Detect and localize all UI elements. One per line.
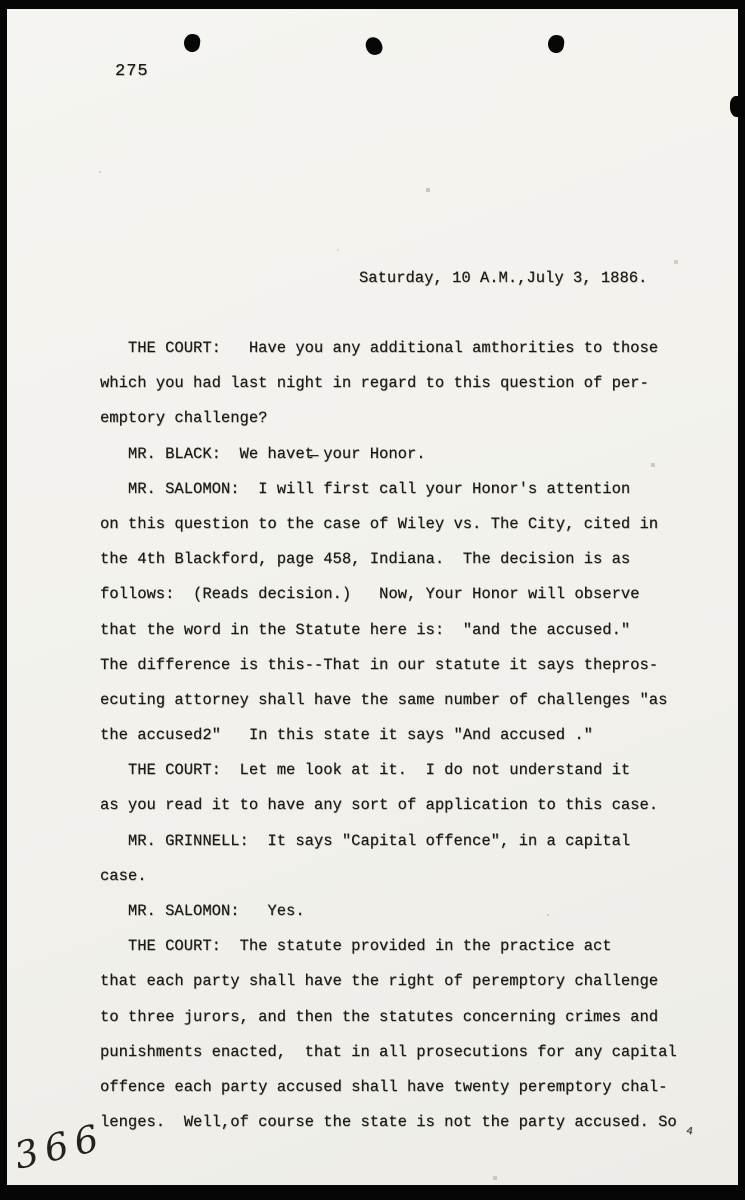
transcript-line: which you had last night in regard to this question of per- (100, 374, 649, 393)
transcript-line: the 4th Blackford, page 458, Indiana. The decision is as (100, 550, 631, 569)
transcript-line: THE COURT: The statute provided in the practice act (100, 937, 612, 956)
transcript-line: offence each party accused shall have twenty peremptory chal- (100, 1077, 668, 1096)
transcript-body (100, 331, 677, 1140)
transcript-line: MR. SALOMON: I will first call your Honor's attention (100, 479, 631, 498)
transcript-line: emptory challenge? (100, 409, 268, 428)
scan-edge-notch (730, 96, 745, 117)
transcript-line: case. (100, 866, 147, 885)
paper-specks (7, 9, 9, 11)
transcript-line: as you read it to have any sort of application to this case. (100, 796, 659, 815)
transcript-line: THE COURT: Have you any additional amthorities to those (100, 339, 659, 357)
transcript-line: MR. BLACK: We havet̶ your Honor. (100, 444, 426, 463)
transcript-date-line: Saturday, 10 A.M.,July 3, 1886. (359, 269, 648, 287)
transcript-line: follows: (Reads decision.) Now, Your Honor will observe (100, 585, 640, 604)
transcript-line: THE COURT: Let me look at it. I do not understand it (100, 761, 631, 780)
transcript-line: the accused2" In this state it says "And accused ." (100, 726, 593, 745)
page-number: 275 (115, 62, 149, 81)
transcript-line: punishments enacted, that in all prosecutions for any capital (100, 1042, 677, 1061)
handwritten-page-number: 366 (10, 1115, 110, 1178)
transcript-line: MR. GRINNELL: It says "Capital offence", in a capital (100, 831, 631, 850)
transcript-line: MR. SALOMON: Yes. (100, 902, 305, 920)
transcript-line: lenges. Well,of course the state is not the party accused. So (100, 1113, 677, 1132)
transcript-line: that each party shall have the right of peremptory challenge (100, 972, 659, 991)
transcript-line: that the word in the Statute here is: "and the accused." (100, 620, 631, 639)
transcript-line: to three jurors, and then the statutes concerning crimes and (100, 1007, 659, 1026)
transcript-line: The difference is this--That in our statute it says thepros- (100, 655, 659, 674)
corner-mark: 4 (685, 1125, 694, 1139)
transcript-line: ecuting attorney shall have the same number of challenges "as (100, 690, 668, 709)
transcript-line: on this question to the case of Wiley vs. The City, cited in (100, 514, 659, 533)
